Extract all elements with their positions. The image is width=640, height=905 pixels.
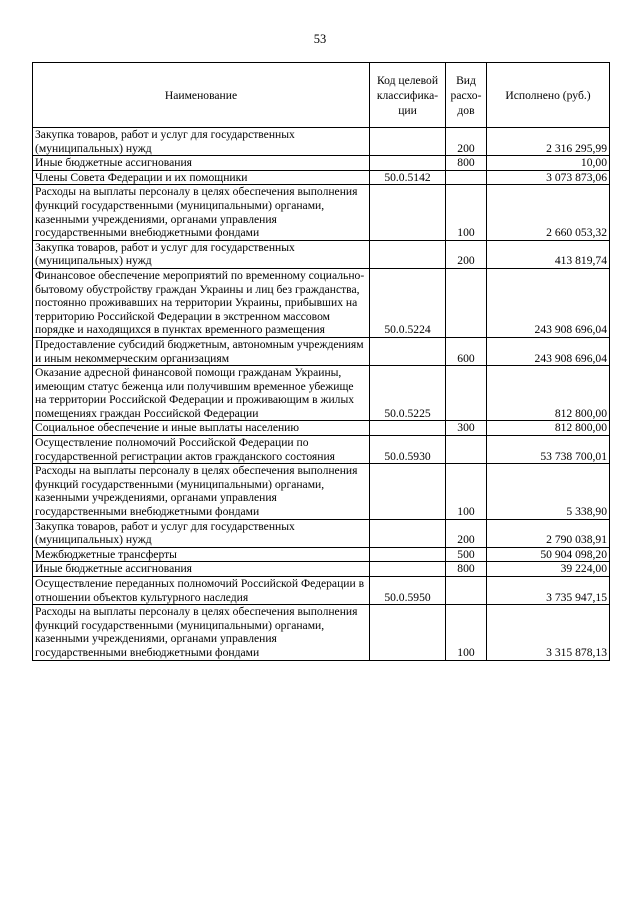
row-amount: 50 904 098,20	[487, 547, 610, 562]
row-amount: 812 800,00	[487, 421, 610, 436]
row-name: Расходы на выплаты персоналу в целях обеспечения выполнения функций государственными (муниципальными) органами, казенными учреждениями, органами управления государственными внебюджетными фондами	[33, 185, 370, 240]
row-code	[370, 421, 446, 436]
row-name: Закупка товаров, работ и услуг для государственных (муниципальных) нужд	[33, 128, 370, 156]
row-name: Закупка товаров, работ и услуг для государственных (муниципальных) нужд	[33, 240, 370, 268]
row-amount: 3 735 947,15	[487, 577, 610, 605]
row-name: Закупка товаров, работ и услуг для государственных (муниципальных) нужд	[33, 519, 370, 547]
row-type: 100	[446, 605, 487, 660]
table-row	[33, 562, 610, 577]
table-row	[33, 268, 610, 337]
row-name: Иные бюджетные ассигнования	[33, 562, 370, 577]
table-row	[33, 464, 610, 519]
row-amount: 53 738 700,01	[487, 436, 610, 464]
row-type	[446, 366, 487, 421]
row-code	[370, 128, 446, 156]
row-type: 600	[446, 337, 487, 365]
header-code: Код целевой классифика-ции	[370, 63, 446, 128]
row-name: Предоставление субсидий бюджетным, автономным учреждениям и иным некоммерческим организациям	[33, 337, 370, 365]
row-type: 200	[446, 240, 487, 268]
row-name: Осуществление переданных полномочий Российской Федерации в отношении объектов культурного наследия	[33, 577, 370, 605]
row-type: 200	[446, 128, 487, 156]
row-name: Расходы на выплаты персоналу в целях обеспечения выполнения функций государственными (муниципальными) органами, казенными учреждениями, органами управления государственными внебюджетными фондами	[33, 605, 370, 660]
row-code: 50.0.5224	[370, 268, 446, 337]
row-amount: 243 908 696,04	[487, 268, 610, 337]
row-type: 800	[446, 156, 487, 171]
table-row	[33, 366, 610, 421]
row-code	[370, 562, 446, 577]
row-code: 50.0.5930	[370, 436, 446, 464]
row-type: 300	[446, 421, 487, 436]
table-row	[33, 605, 610, 660]
row-type	[446, 268, 487, 337]
table-row	[33, 547, 610, 562]
header-name: Наименование	[33, 63, 370, 128]
row-code	[370, 605, 446, 660]
row-amount: 812 800,00	[487, 366, 610, 421]
row-name: Финансовое обеспечение мероприятий по временному социально-бытовому обустройству граждан Украины и лиц без гражданства, постоянно проживавших на территории Украины, прибывших на территорию Российской Федерации в экстренном массовом порядке и находящихся в пунктах временного размещения	[33, 268, 370, 337]
row-type: 800	[446, 562, 487, 577]
header-amount: Исполнено (руб.)	[487, 63, 610, 128]
row-code	[370, 240, 446, 268]
row-amount: 413 819,74	[487, 240, 610, 268]
table-row	[33, 421, 610, 436]
table-row	[33, 128, 610, 156]
row-amount: 243 908 696,04	[487, 337, 610, 365]
row-name: Члены Совета Федерации и их помощники	[33, 170, 370, 185]
row-code: 50.0.5950	[370, 577, 446, 605]
table-row	[33, 185, 610, 240]
row-type: 500	[446, 547, 487, 562]
row-code: 50.0.5142	[370, 170, 446, 185]
row-amount: 3 315 878,13	[487, 605, 610, 660]
row-amount: 2 790 038,91	[487, 519, 610, 547]
row-type: 200	[446, 519, 487, 547]
row-code	[370, 464, 446, 519]
row-amount: 39 224,00	[487, 562, 610, 577]
row-name: Межбюджетные трансферты	[33, 547, 370, 562]
table-row	[33, 436, 610, 464]
row-amount: 2 660 053,32	[487, 185, 610, 240]
page-number: 53	[313, 32, 327, 46]
row-code: 50.0.5225	[370, 366, 446, 421]
table-row	[33, 519, 610, 547]
table-row	[33, 240, 610, 268]
row-code	[370, 156, 446, 171]
row-amount: 3 073 873,06	[487, 170, 610, 185]
header-type: Вид расхо-дов	[446, 63, 487, 128]
row-code	[370, 185, 446, 240]
row-amount: 5 338,90	[487, 464, 610, 519]
table-row	[33, 577, 610, 605]
row-name: Социальное обеспечение и иные выплаты населению	[33, 421, 370, 436]
row-name: Осуществление полномочий Российской Федерации по государственной регистрации актов гражданского состояния	[33, 436, 370, 464]
row-name: Расходы на выплаты персоналу в целях обеспечения выполнения функций государственными (муниципальными) органами, казенными учреждениями, органами управления государственными внебюджетными фондами	[33, 464, 370, 519]
table-row	[33, 170, 610, 185]
row-name: Оказание адресной финансовой помощи гражданам Украины, имеющим статус беженца или получившим временное убежище на территории Российской Федерации и проживающим в жилых помещениях граждан Российской Федерации	[33, 366, 370, 421]
row-type	[446, 436, 487, 464]
row-name: Иные бюджетные ассигнования	[33, 156, 370, 171]
budget-table	[32, 62, 610, 661]
row-type	[446, 577, 487, 605]
table-row	[33, 156, 610, 171]
row-type: 100	[446, 464, 487, 519]
row-type: 100	[446, 185, 487, 240]
row-amount: 2 316 295,99	[487, 128, 610, 156]
row-code	[370, 519, 446, 547]
row-code	[370, 337, 446, 365]
table-row	[33, 337, 610, 365]
row-amount: 10,00	[487, 156, 610, 171]
row-type	[446, 170, 487, 185]
table-header-row	[33, 63, 610, 128]
row-code	[370, 547, 446, 562]
